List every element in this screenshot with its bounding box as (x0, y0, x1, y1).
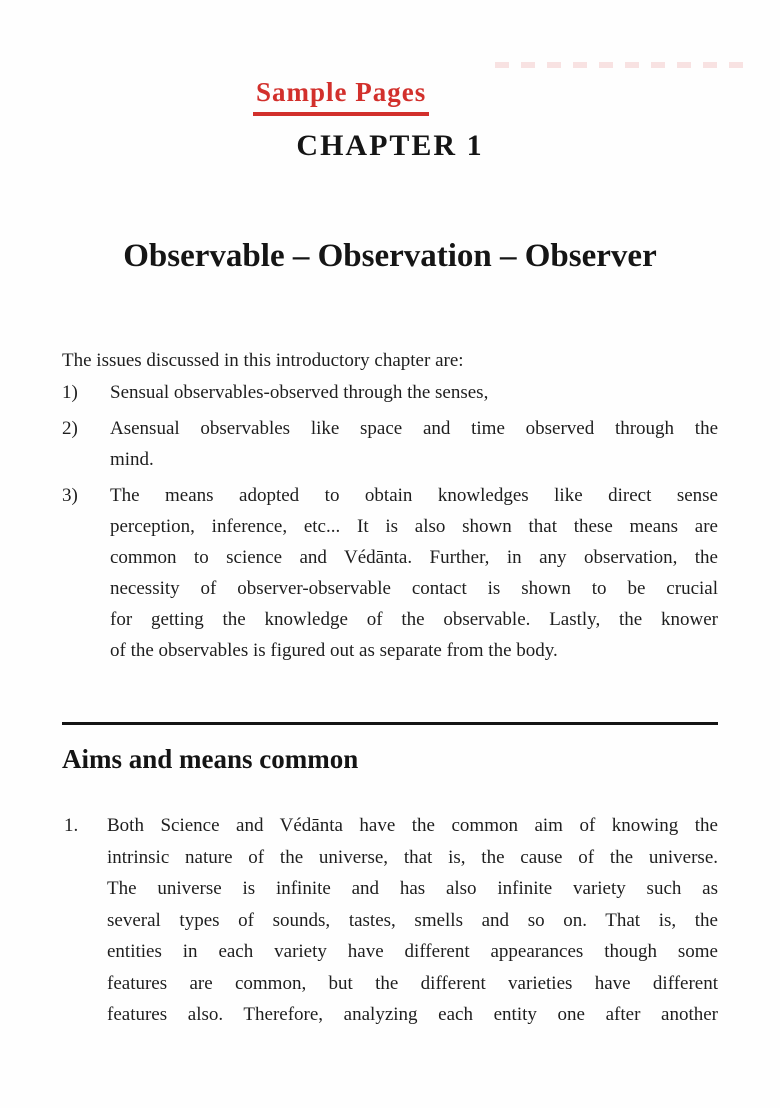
list-item-marker: 2) (62, 418, 78, 439)
text-line: Sensual observables-observed through the senses, (110, 382, 489, 403)
text-line: for getting the knowledge of the observable. Lastly, the knower (110, 609, 718, 630)
text-line: The universe is infinite and has also infinite variety such as (107, 878, 718, 899)
chapter-heading: CHAPTER 1 (296, 129, 484, 162)
text-line: several types of sounds, tastes, smells and so on. That is, the (107, 909, 718, 931)
paragraph-text (107, 810, 718, 1031)
list-item (62, 377, 718, 408)
text-line: Both Science and Védānta have the common aim of knowing the (107, 815, 718, 836)
text-line: necessity of observer-observable contact is shown to be crucial (110, 578, 718, 599)
text-line: of the observables is figured out as separate from the body. (110, 640, 558, 661)
list-item-marker: 1) (62, 382, 78, 403)
list-item (62, 413, 718, 475)
text-line: The means adopted to obtain knowledges like direct sense (110, 485, 718, 506)
text-line: perception, inference, etc... It is also shown that these means are (110, 516, 718, 537)
numbered-paragraph (62, 810, 718, 1031)
page-title: Observable – Observation – Observer (123, 238, 657, 274)
text-line: entities in each variety have different appearances though some (107, 941, 718, 962)
text-line: features are common, but the different varieties have different (107, 972, 718, 994)
list-item (62, 480, 718, 666)
list-item-text (110, 413, 718, 475)
sample-pages-label: Sample Pages (253, 76, 429, 116)
section-heading: Aims and means common (62, 744, 359, 774)
intro-line: The issues discussed in this introductory chapter are: (62, 350, 464, 371)
list-item-text (110, 377, 718, 408)
list-item-text (110, 480, 718, 666)
issues-list (62, 377, 718, 671)
scan-bleed-artifact (495, 62, 747, 68)
text-line: intrinsic nature of the universe, that is, the cause of the universe. (107, 846, 718, 868)
text-line: common to science and Védānta. Further, in any observation, the (110, 547, 718, 568)
text-line: Asensual observables like space and time observed through the (110, 418, 718, 439)
section-divider (62, 722, 718, 725)
text-line: features also. Therefore, analyzing each entity one after another (107, 1004, 718, 1025)
text-line: mind. (110, 449, 154, 470)
paragraph-marker: 1. (64, 815, 79, 836)
list-item-marker: 3) (62, 485, 78, 506)
